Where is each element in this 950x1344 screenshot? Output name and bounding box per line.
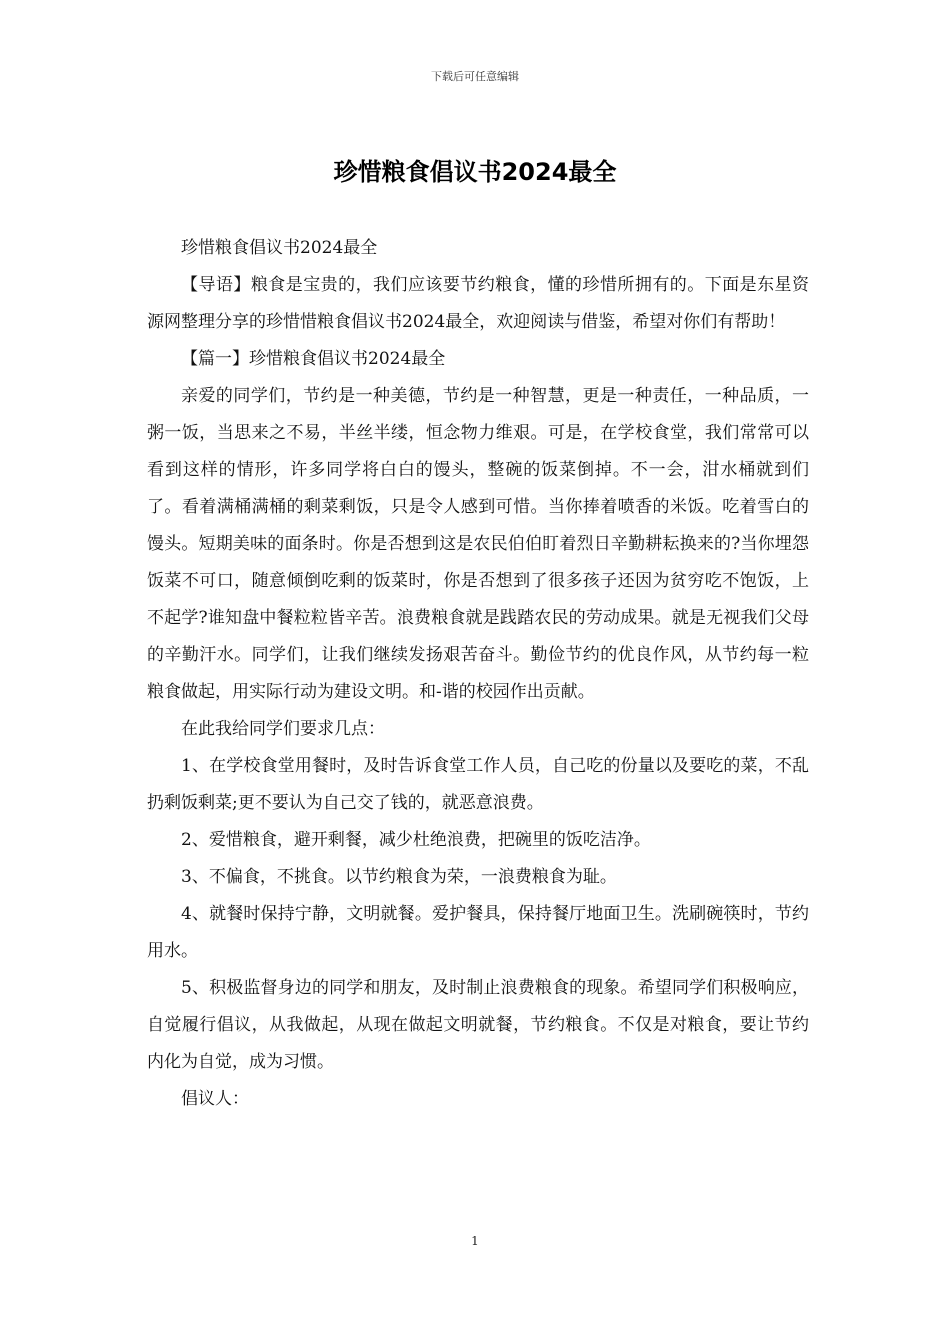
requirements-intro: 在此我给同学们要求几点： xyxy=(181,719,385,739)
requirement-item-1: 1、在学校食堂用餐时，及时告诉食堂工作人员，自己吃的份量以及要吃的菜，不乱扔剩饭剩菜;更不要认为自己交了钱的，就恶意浪费。 xyxy=(147,756,809,813)
page-number: 1 xyxy=(471,1234,479,1248)
header-note: 下载后可任意编辑 xyxy=(431,70,519,83)
document-body xyxy=(147,230,809,1118)
main-paragraph: 亲爱的同学们，节约是一种美德，节约是一种智慧，更是一种责任，一种品质，一粥一饭，当思来之不易，半丝半缕，恒念物力维艰。可是，在学校食堂，我们常常可以看到这样的情形，许多同学将白白的馒头，整碗的饭菜倒掉。不一会，泔水桶就到们了。看着满桶满桶的剩菜剩饭，只是令人感到可惜。当你捧着喷香的米饭。吃着雪白的馒头。短期美味的面条时。你是否想到这是农民伯伯盯着烈日辛勤耕耘换来的?当你埋怨饭菜不可口，随意倾倒吃剩的饭菜时，你是否想到了很多孩子还因为贫穷吃不饱饭，上不起学?谁知盘中餐粒粒皆辛苦。浪费粮食就是践踏农民的劳动成果。就是无视我们父母的辛勤汗水。同学们，让我们继续发扬艰苦奋斗。勤俭节约的优良作风，从节约每一粒粮食做起，用实际行动为建设文明。和-谐的校园作出贡献。 xyxy=(147,386,809,702)
requirement-item-5: 5、积极监督身边的同学和朋友，及时制止浪费粮食的现象。希望同学们积极响应，自觉履行倡议，从我做起，从现在做起文明就餐，节约粮食。不仅是对粮食，要让节约内化为自觉，成为习惯。 xyxy=(147,978,809,1072)
subtitle-paragraph: 珍惜粮食倡议书2024最全 xyxy=(181,238,378,258)
intro-paragraph: 【导语】粮食是宝贵的，我们应该要节约粮食，懂的珍惜所拥有的。下面是东星资源网整理分享的珍惜惜粮食倡议书2024最全，欢迎阅读与借鉴，希望对你们有帮助！ xyxy=(147,275,809,332)
requirement-item-4: 4、就餐时保持宁静，文明就餐。爱护餐具，保持餐厅地面卫生。洗刷碗筷时，节约用水。 xyxy=(147,904,809,961)
requirement-item-2: 2、爱惜粮食，避开剩餐，减少杜绝浪费，把碗里的饭吃洁净。 xyxy=(181,830,651,850)
section-heading: 【篇一】珍惜粮食倡议书2024最全 xyxy=(181,349,446,369)
signature-label: 倡议人： xyxy=(181,1089,249,1109)
requirement-item-3: 3、不偏食，不挑食。以节约粮食为荣，一浪费粮食为耻。 xyxy=(181,867,617,887)
document-title: 珍惜粮食倡议书2024最全 xyxy=(333,158,617,186)
